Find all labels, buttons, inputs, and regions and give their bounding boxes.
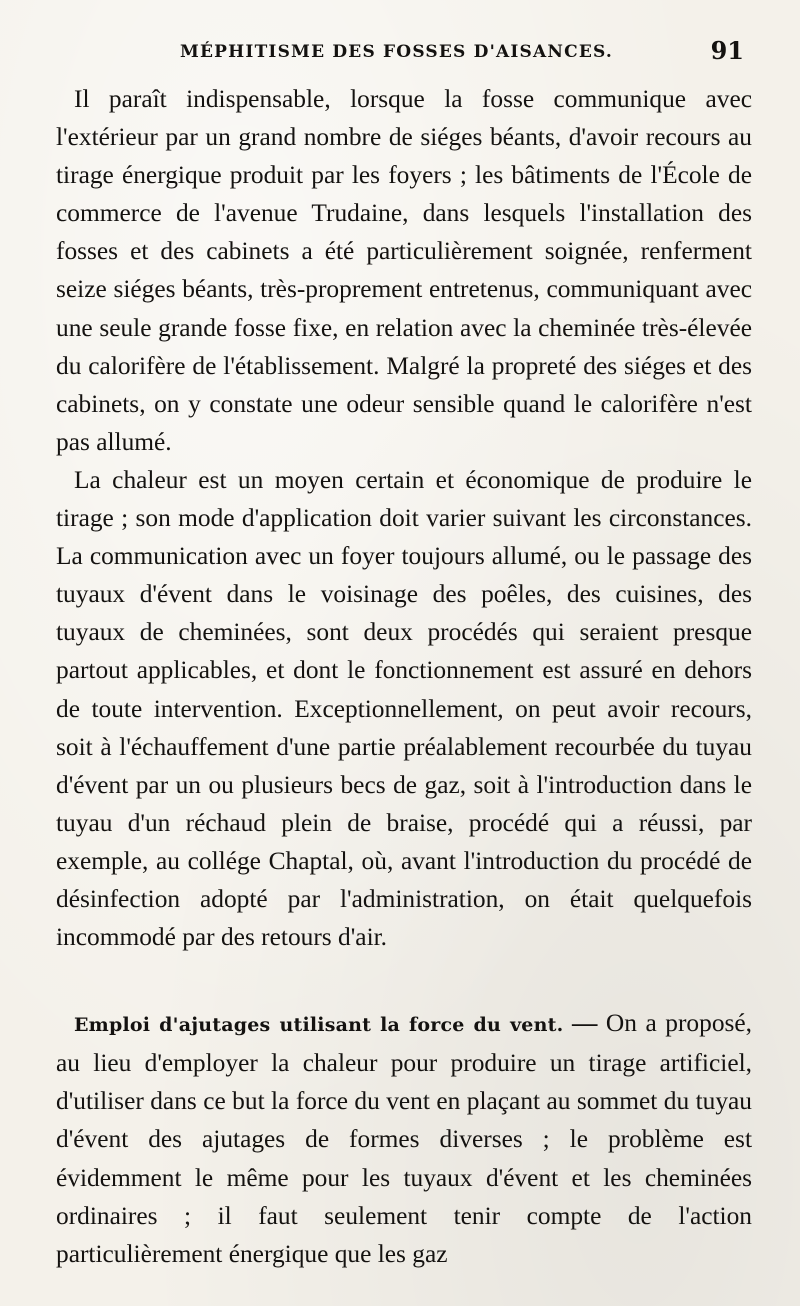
section-heading: Emploi d'ajutages utilisant la force du vent. [74, 1014, 564, 1037]
body-text [56, 80, 752, 1273]
em-dash: — [563, 1009, 606, 1038]
section-spacer [56, 956, 752, 1004]
paragraph-1: Il paraît indispensable, lorsque la fosse communique avec l'extérieur par un grand nombre de siéges béants, d'avoir recours au tirage énergique produit par les foyers ; les bâtiments de l'École de commerce de l'avenue Trudaine, dans lesquels l'installation des fosses et des cabinets a été particulièrement soignée, renferment seize siéges béants, très-proprement entretenus, communiquant avec une seule grande fosse fixe, en relation avec la cheminée très-élevée du calorifère de l'établissement. Malgré la propreté des siéges et des cabinets, on y constate une odeur sensible quand le calorifère n'est pas allumé. [56, 85, 752, 456]
paragraph-2: La chaleur est un moyen certain et économique de produire le tirage ; son mode d'application doit varier suivant les circonstances. La communication avec un foyer toujours allumé, ou le passage des tuyaux d'évent dans le voisinage des poêles, des cuisines, des tuyaux de cheminées, sont deux procédés qui seraient presque partout applicables, et dont le fonctionnement est assuré en dehors de toute intervention. Exceptionnellement, on peut avoir recours, soit à l'échauffement d'une partie préalablement recourbée du tuyau d'évent par un ou plusieurs becs de gaz, soit à l'introduction dans le tuyau d'un réchaud plein de braise, procédé qui a réussi, par exemple, au collége Chaptal, où, avant l'introduction du procédé de désinfection adopté par l'administration, on était quelquefois incommodé par des retours d'air. [56, 465, 752, 952]
page-number: 91 [710, 36, 744, 65]
running-title: MÉPHITISME DES FOSSES D'AISANCES. [180, 42, 614, 62]
section-body: On a proposé, au lieu d'employer la chaleur pour produire un tirage artificiel, d'utiliser dans ce but la force du vent en plaçant au sommet du tuyau d'évent des ajutages de formes diverses ; le problème est évidemment le même pour les tuyaux d'évent et les cheminées ordinaires ; il faut seulement tenir compte de l'action particulièrement énergique que les gaz [56, 1009, 753, 1268]
running-header [56, 34, 752, 74]
section-paragraph [56, 1004, 752, 1273]
